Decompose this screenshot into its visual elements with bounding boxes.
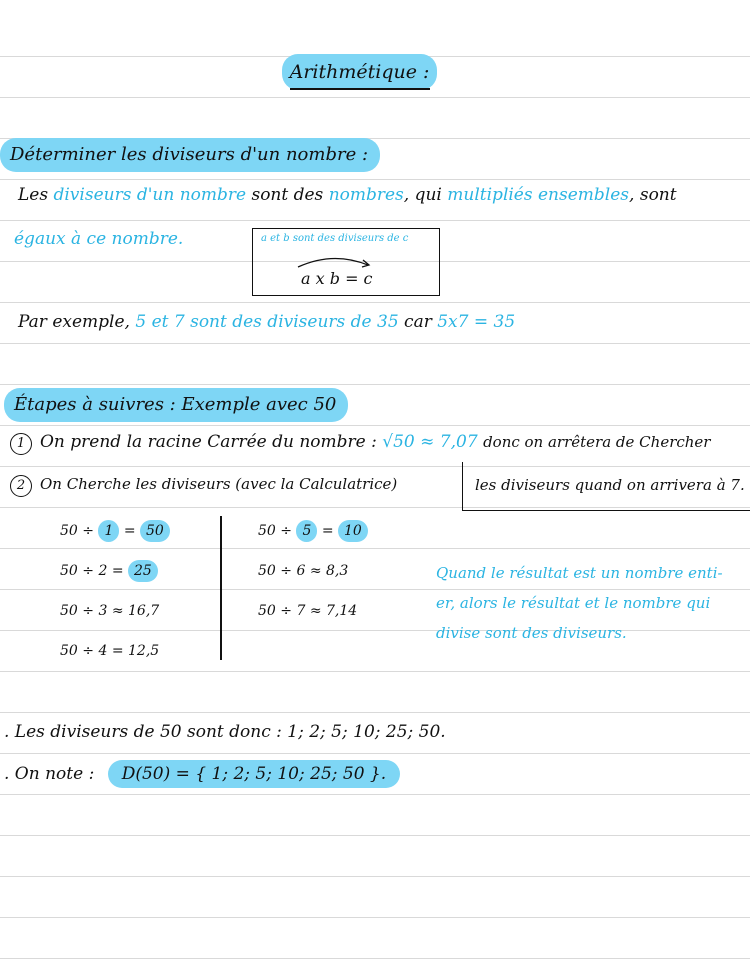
calc-divisor: 7 [296,603,306,619]
example-product: 5x7 = 35 [437,312,516,332]
example-divisors: 5 et 7 sont des diviseurs de 35 [135,312,399,332]
section2-heading: Étapes à suivres : Exemple avec 50 [4,388,348,422]
step-2-text: On Cherche les diviseurs (avec la Calculatrice) [40,475,398,493]
calc-dividend: 50 ÷ [60,523,99,539]
step-1-approx: ≈ 7,07 [414,432,478,452]
calc-divisor: 5 [296,520,317,542]
step-1-text: On prend la racine Carrée du nombre : [40,432,377,452]
calc-row [258,516,418,556]
calc-divisor: 3 [98,603,108,619]
divisor-set: D(50) = { 1; 2; 5; 10; 25; 50 }. [108,760,400,788]
calc-dividend: 50 ÷ [60,603,99,619]
step-1-sqrt: √50 [382,432,415,452]
step-1 [10,432,710,455]
calc-dividend: 50 ÷ [60,643,99,659]
step-1-rest: donc on arrêtera de Chercher [483,433,711,451]
calc-row [258,596,418,636]
calc-result: 7,14 [326,603,358,619]
step-2 [10,474,397,497]
notation-prefix: . On note : [4,764,95,784]
calc-row [60,556,220,596]
calc-dividend: 50 ÷ [258,523,297,539]
stop-note-box [462,462,750,511]
calc-result: 8,3 [326,563,349,579]
calc-operator: = [107,643,129,659]
right-calculations [258,516,418,636]
calc-dividend: 50 ÷ [258,563,297,579]
page-title: Arithmétique : [282,54,437,90]
calc-result: 12,5 [128,643,160,659]
definition-segment: Les [18,185,54,205]
rule-note-line-2: er, alors le résultat et le nombre qui [436,594,711,612]
rule-note-line-1: Quand le résultat est un nombre enti- [436,564,723,582]
step-2-number: 2 [10,475,32,497]
arrow-arc-icon [293,251,383,271]
calc-row [60,516,220,556]
formula-caption: a et b sont des diviseurs de c [261,233,409,244]
definition-segment: sont des [246,185,329,205]
calc-divisor: 1 [98,520,119,542]
calc-operator: ≈ [107,603,129,619]
title-underline [290,88,430,90]
example-prefix: Par exemple, [18,312,136,332]
definition-segment: , sont [629,185,677,205]
calc-operator: ≈ [305,603,327,619]
calc-dividend: 50 ÷ [258,603,297,619]
calc-operator: = [317,523,339,539]
calc-row [258,556,418,596]
step-1-number: 1 [10,433,32,455]
example-car: car [398,312,438,332]
definition-segment: , qui [403,185,448,205]
rule-note-line-3: divise sont des diviseurs. [436,624,627,642]
definition-segment: diviseurs d'un nombre [53,185,247,205]
calc-divider [220,516,222,660]
rule-note [436,558,723,648]
calc-divisor: 6 [296,563,306,579]
section1-heading: Déterminer les diviseurs d'un nombre : [0,138,380,172]
example-line [18,312,515,332]
calc-operator: = [119,523,141,539]
calc-operator: = [107,563,129,579]
calc-result: 16,7 [128,603,160,619]
stop-note-text: les diviseurs quand on arrivera à 7. [475,476,745,494]
calc-dividend: 50 ÷ [60,563,99,579]
formula-box [252,228,440,296]
formula-text: a x b = c [301,269,373,288]
calc-divisor: 4 [98,643,108,659]
definition-line-2: égaux à ce nombre. [14,229,184,249]
left-calculations [60,516,220,676]
definition-segment: multipliés ensembles [447,185,630,205]
calc-row [60,596,220,636]
calc-divisor: 2 [98,563,108,579]
calc-result: 10 [338,520,368,542]
definition-segment: nombres [328,185,404,205]
calc-operator: ≈ [305,563,327,579]
calc-row [60,636,220,676]
calc-result: 25 [128,560,158,582]
definition-line-1 [18,185,677,205]
conclusion-line: . Les diviseurs de 50 sont donc : 1; 2; 5; 10; 25; 50. [4,722,446,742]
notation-line [4,764,400,784]
calc-result: 50 [140,520,170,542]
